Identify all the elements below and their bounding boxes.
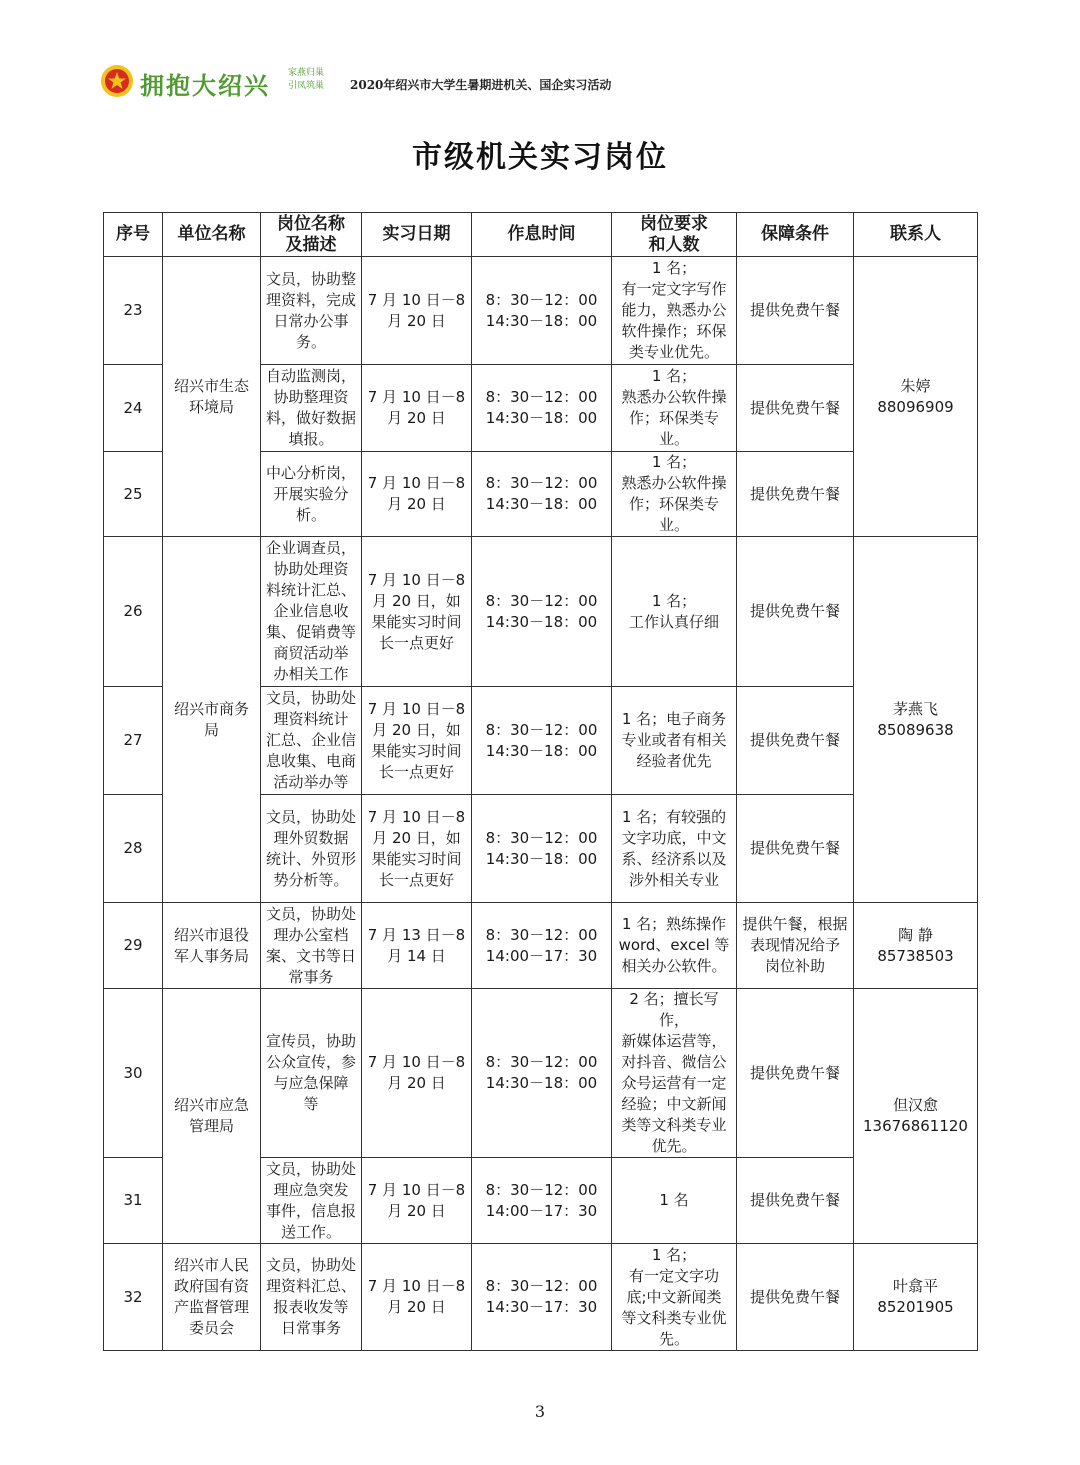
- table-row: [104, 537, 978, 687]
- requirements: 1 名；熟练操作 word、excel 等 相关办公软件。: [612, 903, 737, 989]
- benefits: 提供免费午餐: [737, 537, 854, 687]
- column-header: 联系人: [854, 213, 978, 257]
- page-title: 市级机关实习岗位: [412, 140, 668, 175]
- page-header: [100, 62, 980, 104]
- youth-league-emblem-icon: [100, 64, 134, 98]
- requirements: 1 名: [612, 1158, 737, 1244]
- work-hours: 8：30－12：00 14:30－18：00: [472, 989, 612, 1158]
- row-number: 24: [104, 365, 163, 452]
- position-description: 文员，协助整 理资料，完成 日常办公事 务。: [261, 257, 362, 365]
- unit-name: 绍兴市生态 环境局: [163, 257, 261, 537]
- contact-person: 朱婷 88096909: [854, 257, 978, 537]
- work-hours: 8：30－12：00 14:30－18：00: [472, 687, 612, 795]
- document-title: 2020年绍兴市大学生暑期进机关、国企实习活动: [350, 78, 612, 92]
- benefits: 提供免费午餐: [737, 452, 854, 537]
- internship-dates: 7 月 10 日－8 月 20 日，如 果能实习时间 长一点更好: [362, 537, 472, 687]
- work-hours: 8：30－12：00 14:30－18：00: [472, 365, 612, 452]
- column-header: 岗位要求 和人数: [612, 213, 737, 257]
- requirements: 1 名； 熟悉办公软件操 作；环保类专业。: [612, 452, 737, 537]
- position-description: 企业调查员， 协助处理资 料统计汇总、 企业信息收 集、促销费等 商贸活动举 办相关工作: [261, 537, 362, 687]
- benefits: 提供免费午餐: [737, 687, 854, 795]
- benefits: 提供免费午餐: [737, 795, 854, 903]
- table-header-row: [104, 213, 978, 257]
- internship-dates: 7 月 10 日－8 月 20 日，如 果能实习时间 长一点更好: [362, 795, 472, 903]
- work-hours: 8：30－12：00 14:30－18：00: [472, 452, 612, 537]
- benefits: 提供午餐，根据 表现情况给予 岗位补助: [737, 903, 854, 989]
- contact-person: 但汉愈 13676861120: [854, 989, 978, 1244]
- internship-dates: 7 月 10 日－8 月 20 日: [362, 257, 472, 365]
- column-header: 作息时间: [472, 213, 612, 257]
- work-hours: 8：30－12：00 14:30－18：00: [472, 537, 612, 687]
- column-header: 序号: [104, 213, 163, 257]
- position-description: 自动监测岗， 协助整理资 料，做好数据 填报。: [261, 365, 362, 452]
- requirements: 1 名； 工作认真仔细: [612, 537, 737, 687]
- work-hours: 8：30－12：00 14:30－17：30: [472, 1244, 612, 1351]
- benefits: 提供免费午餐: [737, 365, 854, 452]
- row-number: 31: [104, 1158, 163, 1244]
- work-hours: 8：30－12：00 14:00－17：30: [472, 903, 612, 989]
- contact-person: 叶翕平 85201905: [854, 1244, 978, 1351]
- internship-dates: 7 月 10 日－8 月 20 日: [362, 1158, 472, 1244]
- unit-name: 绍兴市应急 管理局: [163, 989, 261, 1244]
- column-header: 实习日期: [362, 213, 472, 257]
- internship-dates: 7 月 13 日－8 月 14 日: [362, 903, 472, 989]
- benefits: 提供免费午餐: [737, 1244, 854, 1351]
- work-hours: 8：30－12：00 14:00－17：30: [472, 1158, 612, 1244]
- table-row: [104, 903, 978, 989]
- internship-dates: 7 月 10 日－8 月 20 日: [362, 365, 472, 452]
- benefits: 提供免费午餐: [737, 257, 854, 365]
- internship-dates: 7 月 10 日－8 月 20 日: [362, 452, 472, 537]
- unit-name: 绍兴市退役 军人事务局: [163, 903, 261, 989]
- row-number: 30: [104, 989, 163, 1158]
- column-header: 单位名称: [163, 213, 261, 257]
- internship-dates: 7 月 10 日－8 月 20 日，如 果能实习时间 长一点更好: [362, 687, 472, 795]
- row-number: 29: [104, 903, 163, 989]
- table-row: [104, 1244, 978, 1351]
- contact-person: 陶 静 85738503: [854, 903, 978, 989]
- unit-name: 绍兴市人民 政府国有资 产监督管理 委员会: [163, 1244, 261, 1351]
- logo-slogan: [288, 67, 336, 93]
- position-description: 宣传员，协助 公众宣传，参 与应急保障 等: [261, 989, 362, 1158]
- column-header: 岗位名称 及描述: [261, 213, 362, 257]
- row-number: 28: [104, 795, 163, 903]
- logo-text: 拥抱大绍兴: [140, 71, 270, 100]
- logo-slogan-line-2: 引凤筑巢: [288, 81, 325, 91]
- requirements: 1 名；电子商务 专业或者有相关 经验者优先: [612, 687, 737, 795]
- logo-slogan-line-1: 家燕归巢: [288, 68, 325, 78]
- internship-dates: 7 月 10 日－8 月 20 日: [362, 989, 472, 1158]
- benefits: 提供免费午餐: [737, 1158, 854, 1244]
- requirements: 1 名； 有一定文字功 底;中文新闻类 等文科类专业优 先。: [612, 1244, 737, 1351]
- internship-dates: 7 月 10 日－8 月 20 日: [362, 1244, 472, 1351]
- work-hours: 8：30－12：00 14:30－18：00: [472, 257, 612, 365]
- position-description: 文员，协助处 理应急突发 事件，信息报 送工作。: [261, 1158, 362, 1244]
- row-number: 32: [104, 1244, 163, 1351]
- internship-positions-table: [103, 212, 978, 1351]
- position-description: 中心分析岗， 开展实验分 析。: [261, 452, 362, 537]
- position-description: 文员，协助处 理资料统计 汇总、企业信 息收集、电商 活动举办等: [261, 687, 362, 795]
- requirements: 1 名； 熟悉办公软件操 作；环保类专业。: [612, 365, 737, 452]
- position-description: 文员，协助处 理资料汇总、 报表收发等 日常事务: [261, 1244, 362, 1351]
- table-row: [104, 989, 978, 1158]
- page-number: 3: [534, 1402, 546, 1421]
- requirements: 1 名； 有一定文字写作 能力，熟悉办公 软件操作；环保 类专业优先。: [612, 257, 737, 365]
- position-description: 文员，协助处 理外贸数据 统计、外贸形 势分析等。: [261, 795, 362, 903]
- work-hours: 8：30－12：00 14:30－18：00: [472, 795, 612, 903]
- benefits: 提供免费午餐: [737, 989, 854, 1158]
- row-number: 23: [104, 257, 163, 365]
- row-number: 26: [104, 537, 163, 687]
- requirements: 2 名；擅长写作， 新媒体运营等， 对抖音、微信公 众号运营有一定 经验；中文新闻 类等文科类专业 优先。: [612, 989, 737, 1158]
- table-row: [104, 257, 978, 365]
- position-description: 文员，协助处 理办公室档 案、文书等日 常事务: [261, 903, 362, 989]
- column-header: 保障条件: [737, 213, 854, 257]
- row-number: 27: [104, 687, 163, 795]
- unit-name: 绍兴市商务 局: [163, 537, 261, 903]
- contact-person: 茅燕飞 85089638: [854, 537, 978, 903]
- requirements: 1 名；有较强的 文字功底，中文 系、经济系以及 涉外相关专业: [612, 795, 737, 903]
- row-number: 25: [104, 452, 163, 537]
